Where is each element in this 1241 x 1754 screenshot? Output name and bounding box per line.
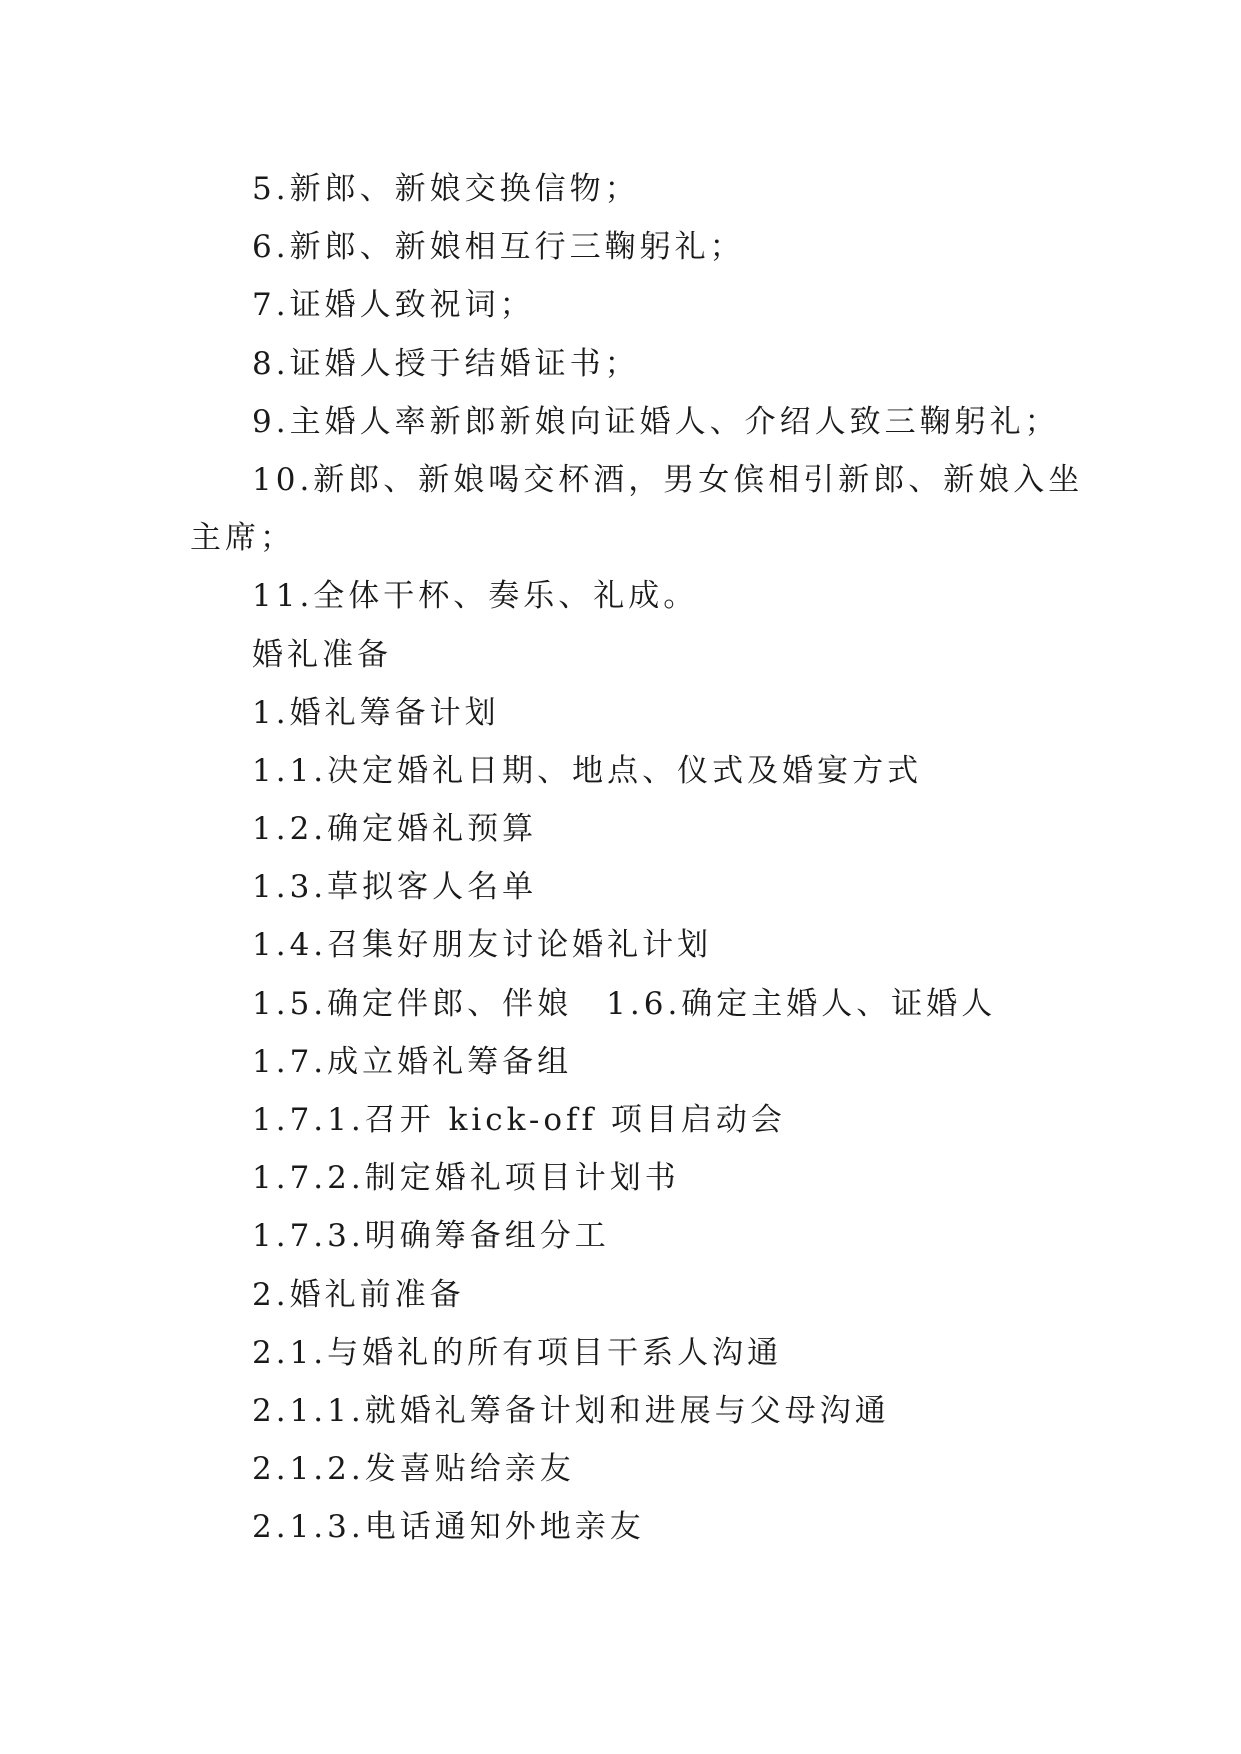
ceremony-step-5: 5.新郎、新娘交换信物； [252, 171, 640, 207]
list-item: 1.7.2.制定婚礼项目计划书 [252, 1160, 680, 1197]
section-heading: 婚礼准备 [252, 636, 392, 673]
ceremony-step-10: 10.新郎、新娘喝交杯酒，男女傧相引新郎、新娘入坐 [252, 461, 1084, 498]
list-item: 1.7.3.明确筹备组分工 [252, 1218, 610, 1255]
list-item-row [190, 975, 1050, 1033]
list-item: 2.婚礼前准备 [252, 1276, 465, 1313]
list-item: 2.1.3.电话通知外地亲友 [252, 1509, 645, 1546]
ceremony-step-7: 7.证婚人致祝词； [252, 287, 535, 324]
list-item: 1.3.草拟客人名单 [252, 869, 538, 906]
list-item: 1.7.1.召开 kick-off 项目启动会 [252, 1102, 786, 1138]
list-item: 1.婚礼筹备计划 [252, 694, 500, 731]
list-item: 2.1.2.发喜贴给亲友 [252, 1451, 575, 1488]
ceremony-step-9: 9.主婚人率新郎新娘向证婚人、介绍人致三鞠躬礼； [252, 403, 1060, 440]
list-item: 1.1.决定婚礼日期、地点、仪式及婚宴方式 [252, 752, 923, 789]
ceremony-step-6: 6.新郎、新娘相互行三鞠躬礼； [252, 229, 745, 266]
list-item: 1.2.确定婚礼预算 [252, 811, 538, 848]
list-item: 1.7.成立婚礼筹备组 [252, 1043, 573, 1080]
ceremony-step-11: 11.全体干杯、奏乐、礼成。 [252, 578, 699, 615]
list-item: 1.5.确定伴郎、伴娘 [252, 985, 573, 1022]
list-item: 2.1.与婚礼的所有项目干系人沟通 [252, 1334, 783, 1371]
ceremony-step-10-continued: 主席； [190, 520, 295, 557]
list-item: 2.1.1.就婚礼筹备计划和进展与父母沟通 [252, 1392, 890, 1429]
ceremony-step-8: 8.证婚人授于结婚证书； [252, 345, 640, 382]
list-item: 1.4.召集好朋友讨论婚礼计划 [252, 927, 713, 964]
list-item: 1.6.确定主婚人、证婚人 [606, 985, 997, 1022]
document-body [190, 160, 1084, 1557]
